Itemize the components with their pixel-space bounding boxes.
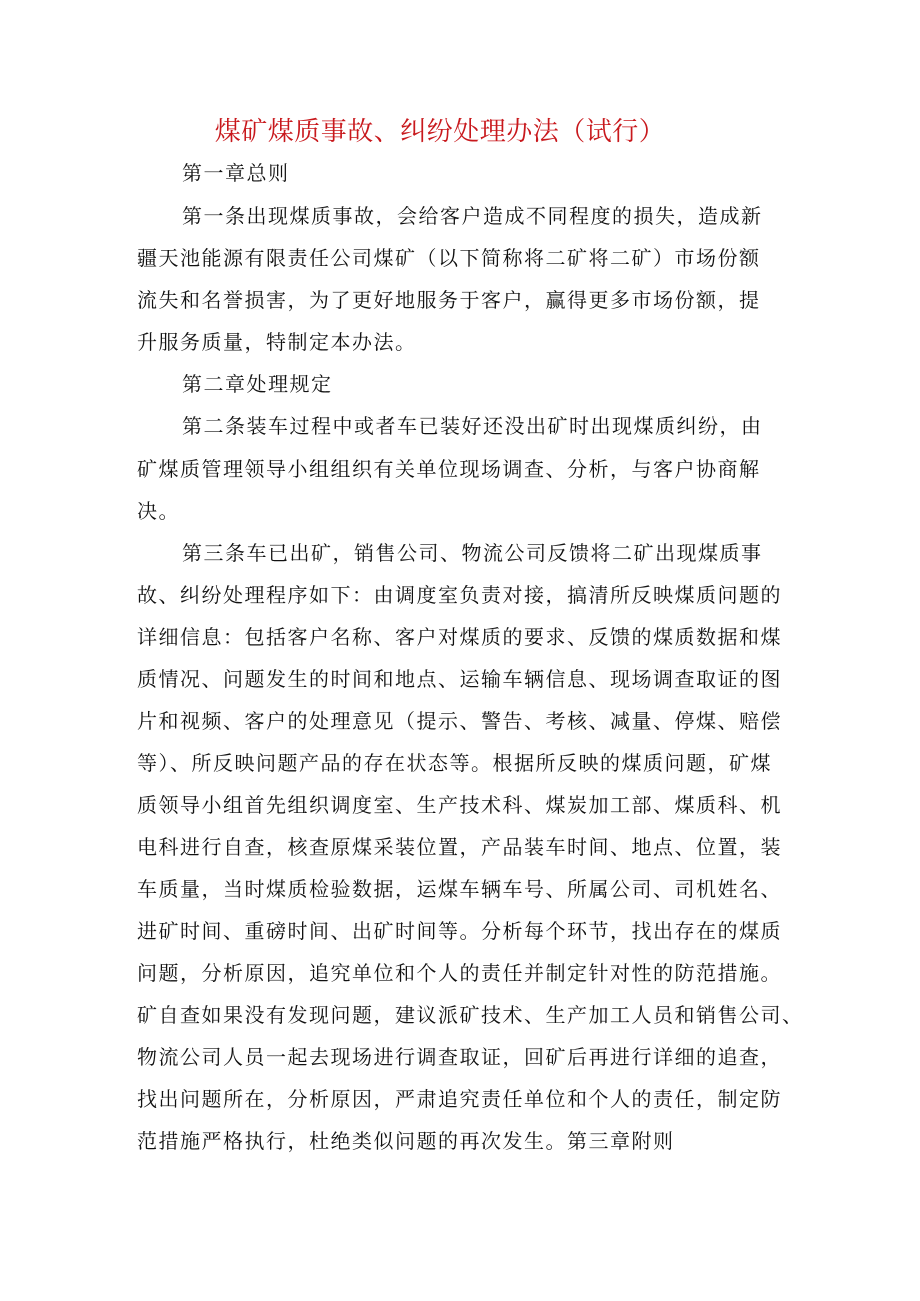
paragraph-line: 升服务质量，特制定本办法。 (137, 330, 417, 354)
paragraph-line: 质情况、问题发生的时间和地点、运输车辆信息、现场调查取证的图 (137, 667, 782, 691)
paragraph-line: 范措施严格执行，杜绝类似问题的再次发生。第三章附则 (137, 1129, 675, 1153)
paragraph-line: 故、纠纷处理程序如下：由调度室负责对接，搞清所反映煤质问题的 (137, 583, 782, 607)
paragraph-line: 第三条车已出矿，销售公司、物流公司反馈将二矿出现煤质事 (182, 541, 763, 565)
paragraph-line: 物流公司人员一起去现场进行调查取证，回矿后再进行详细的追查， (137, 1045, 782, 1069)
chapter-heading: 第二章处理规定 (182, 372, 333, 396)
paragraph-line: 等）、所反映问题产品的存在状态等。根据所反映的煤质问题，矿煤 (137, 751, 772, 775)
document-title: 煤矿煤质事故、纠纷处理办法（试行） (214, 117, 666, 147)
paragraph-line: 矿自查如果没有发现问题，建议派矿技术、生产加工人员和销售公司、 (137, 1003, 804, 1027)
paragraph-line: 电科进行自查，核查原煤采装位置，产品装车时间、地点、位置，装 (137, 835, 782, 859)
paragraph-line: 决。 (137, 499, 180, 523)
chapter-heading: 第一章总则 (182, 161, 290, 185)
paragraph-line: 质领导小组首先组织调度室、生产技术科、煤炭加工部、煤质科、机 (137, 793, 782, 817)
paragraph-line: 找出问题所在，分析原因，严肃追究责任单位和个人的责任，制定防 (137, 1087, 782, 1111)
paragraph-line: 详细信息：包括客户名称、客户对煤质的要求、反馈的煤质数据和煤 (137, 625, 782, 649)
paragraph-line: 问题，分析原因，追究单位和个人的责任并制定针对性的防范措施。 (137, 961, 782, 985)
paragraph-line: 进矿时间、重磅时间、出矿时间等。分析每个环节，找出存在的煤质 (137, 919, 782, 943)
paragraph-line: 疆天池能源有限责任公司煤矿（以下简称将二矿将二矿）市场份额 (137, 246, 761, 270)
paragraph-line: 流失和名誉损害，为了更好地服务于客户，赢得更多市场份额，提 (137, 288, 761, 312)
paragraph-line: 第一条出现煤质事故，会给客户造成不同程度的损失，造成新 (182, 204, 763, 228)
paragraph-line: 片和视频、客户的处理意见（提示、警告、考核、减量、停煤、赔偿 (137, 709, 782, 733)
paragraph-line: 第二条装车过程中或者车已装好还没出矿时出现煤质纠纷，由 (182, 414, 763, 438)
paragraph-line: 矿煤质管理领导小组组织有关单位现场调查、分析，与客户协商解 (137, 457, 761, 481)
paragraph-line: 车质量，当时煤质检验数据，运煤车辆车号、所属公司、司机姓名、 (137, 877, 782, 901)
